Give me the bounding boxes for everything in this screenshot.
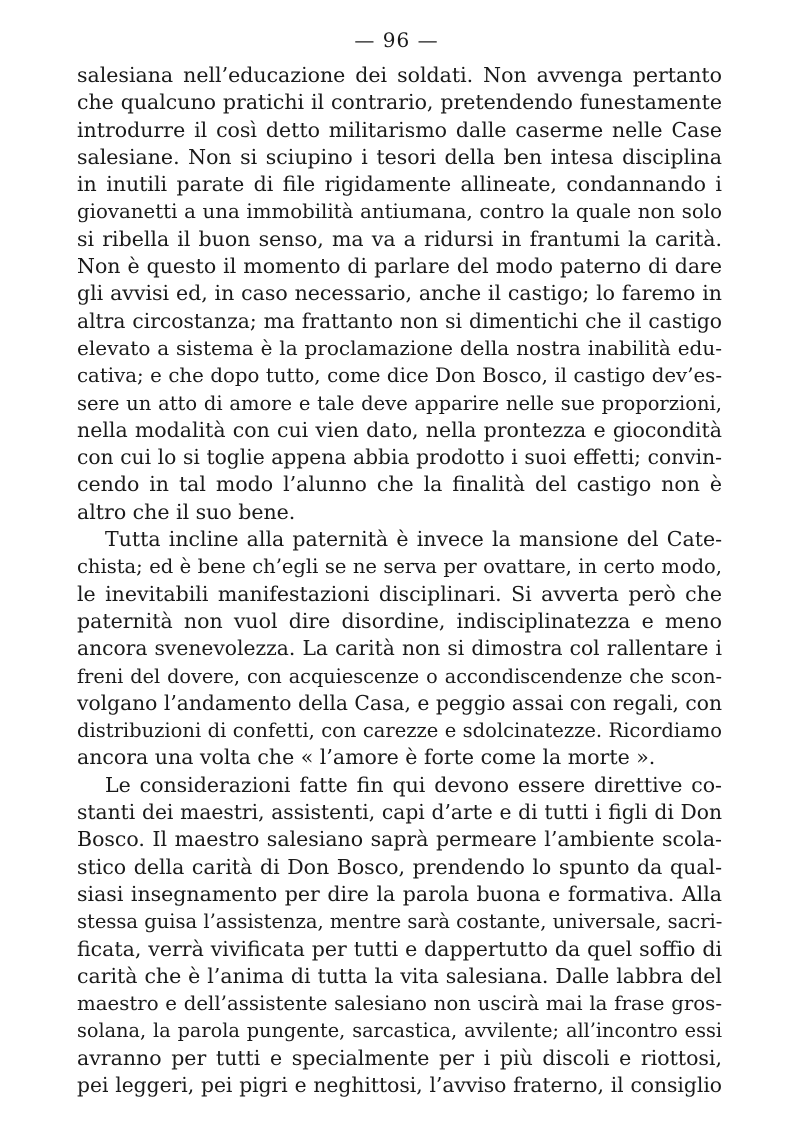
text-line: con cui lo si toglie appena abbia prodotto i suoi effetti; convin- <box>77 445 722 470</box>
text-line: salesiane. Non si sciupino i tesori della ben intesa disciplina <box>77 144 722 169</box>
text-line: nella modalità con cui vien dato, nella prontezza e giocondità <box>77 417 722 442</box>
text-line: le inevitabili manifestazioni disciplinari. Si avverta però che <box>77 581 722 606</box>
text-line: maestro e dell’assistente salesiano non uscirà mai la frase gros- <box>77 992 722 1016</box>
text-line: ficata, verrà vivificata per tutti e dappertutto da quel soffio di <box>77 936 722 961</box>
text-line: in inutili parate di file rigidamente allineate, condannando i <box>77 172 722 197</box>
text-line: introdurre il così detto militarismo dalle caserme nelle Case <box>77 117 722 142</box>
text-line: Tutta incline alla paternità è invece la mansione del Cate- <box>105 527 722 552</box>
text-line: cativa; e che dopo tutto, come dice Don Bosco, il castigo dev’es- <box>77 364 722 388</box>
text-line: Bosco. Il maestro salesiano saprà permeare l’ambiente scola- <box>77 827 722 852</box>
text-line: Le considerazioni fatte fin qui devono essere direttive co- <box>105 772 722 797</box>
text-line: paternità non vuol dire disordine, indisciplinatezza e meno <box>77 608 722 633</box>
text-line: pei leggeri, pei pigri e neghittosi, l’avviso fraterno, il consiglio <box>77 1072 722 1097</box>
text-line: elevato a sistema è la proclamazione della nostra inabilità edu- <box>77 335 722 360</box>
text-line: altro che il suo bene. <box>77 499 296 524</box>
text-line: sere un atto di amore e tale deve apparire nelle sue proporzioni, <box>77 391 722 415</box>
text-line: Non è questo il momento di parlare del modo paterno di dare <box>77 254 722 279</box>
body-text <box>77 62 722 1099</box>
text-line: siasi insegnamento per dire la parola buona e formativa. Alla <box>77 881 722 906</box>
text-line: solana, la parola pungente, sarcastica, avvilente; all’incontro essi <box>77 1019 722 1043</box>
text-line: carità che è l’anima di tutta la vita salesiana. Dalle labbra del <box>77 963 722 988</box>
text-line: giovanetti a una immobilità antiumana, contro la quale non solo <box>77 200 722 224</box>
text-line: stanti dei maestri, assistenti, capi d’arte e di tutti i figli di Don <box>77 800 722 825</box>
text-line: ancora una volta che « l’amore è forte come la morte ». <box>77 745 656 770</box>
text-line: stessa guisa l’assistenza, mentre sarà costante, universale, sacri- <box>77 910 722 934</box>
page-number: — 96 — <box>354 28 439 52</box>
text-line: cendo in tal modo l’alunno che la finalità del castigo non è <box>77 472 722 497</box>
text-line: distribuzioni di confetti, con carezze e sdolcinatezze. Ricordiamo <box>77 719 722 743</box>
text-line: stico della carità di Don Bosco, prendendo lo spunto da qual- <box>77 854 722 879</box>
text-line: ancora svenevolezza. La carità non si dimostra col rallentare i <box>77 636 722 661</box>
text-line: altra circostanza; ma frattanto non si dimentichi che il castigo <box>77 308 722 333</box>
text-line: volgano l’andamento della Casa, e peggio assai con regali, con <box>77 690 722 715</box>
text-line: gli avvisi ed, in caso necessario, anche il castigo; lo faremo in <box>77 281 722 306</box>
text-line: si ribella il buon senso, ma va a ridursi in frantumi la carità. <box>77 226 722 251</box>
text-line: freni del dovere, con acquiescenze o accondiscendenze che scon- <box>77 664 722 688</box>
text-line: avranno per tutti e specialmente per i più discoli e riottosi, <box>77 1045 722 1070</box>
text-line: che qualcuno pratichi il contrario, pretendendo funestamente <box>77 90 722 115</box>
text-line: salesiana nell’educazione dei soldati. Non avvenga pertanto <box>77 63 722 87</box>
text-line: chista; ed è bene ch’egli se ne serva per ovattare, in certo modo, <box>77 555 722 579</box>
